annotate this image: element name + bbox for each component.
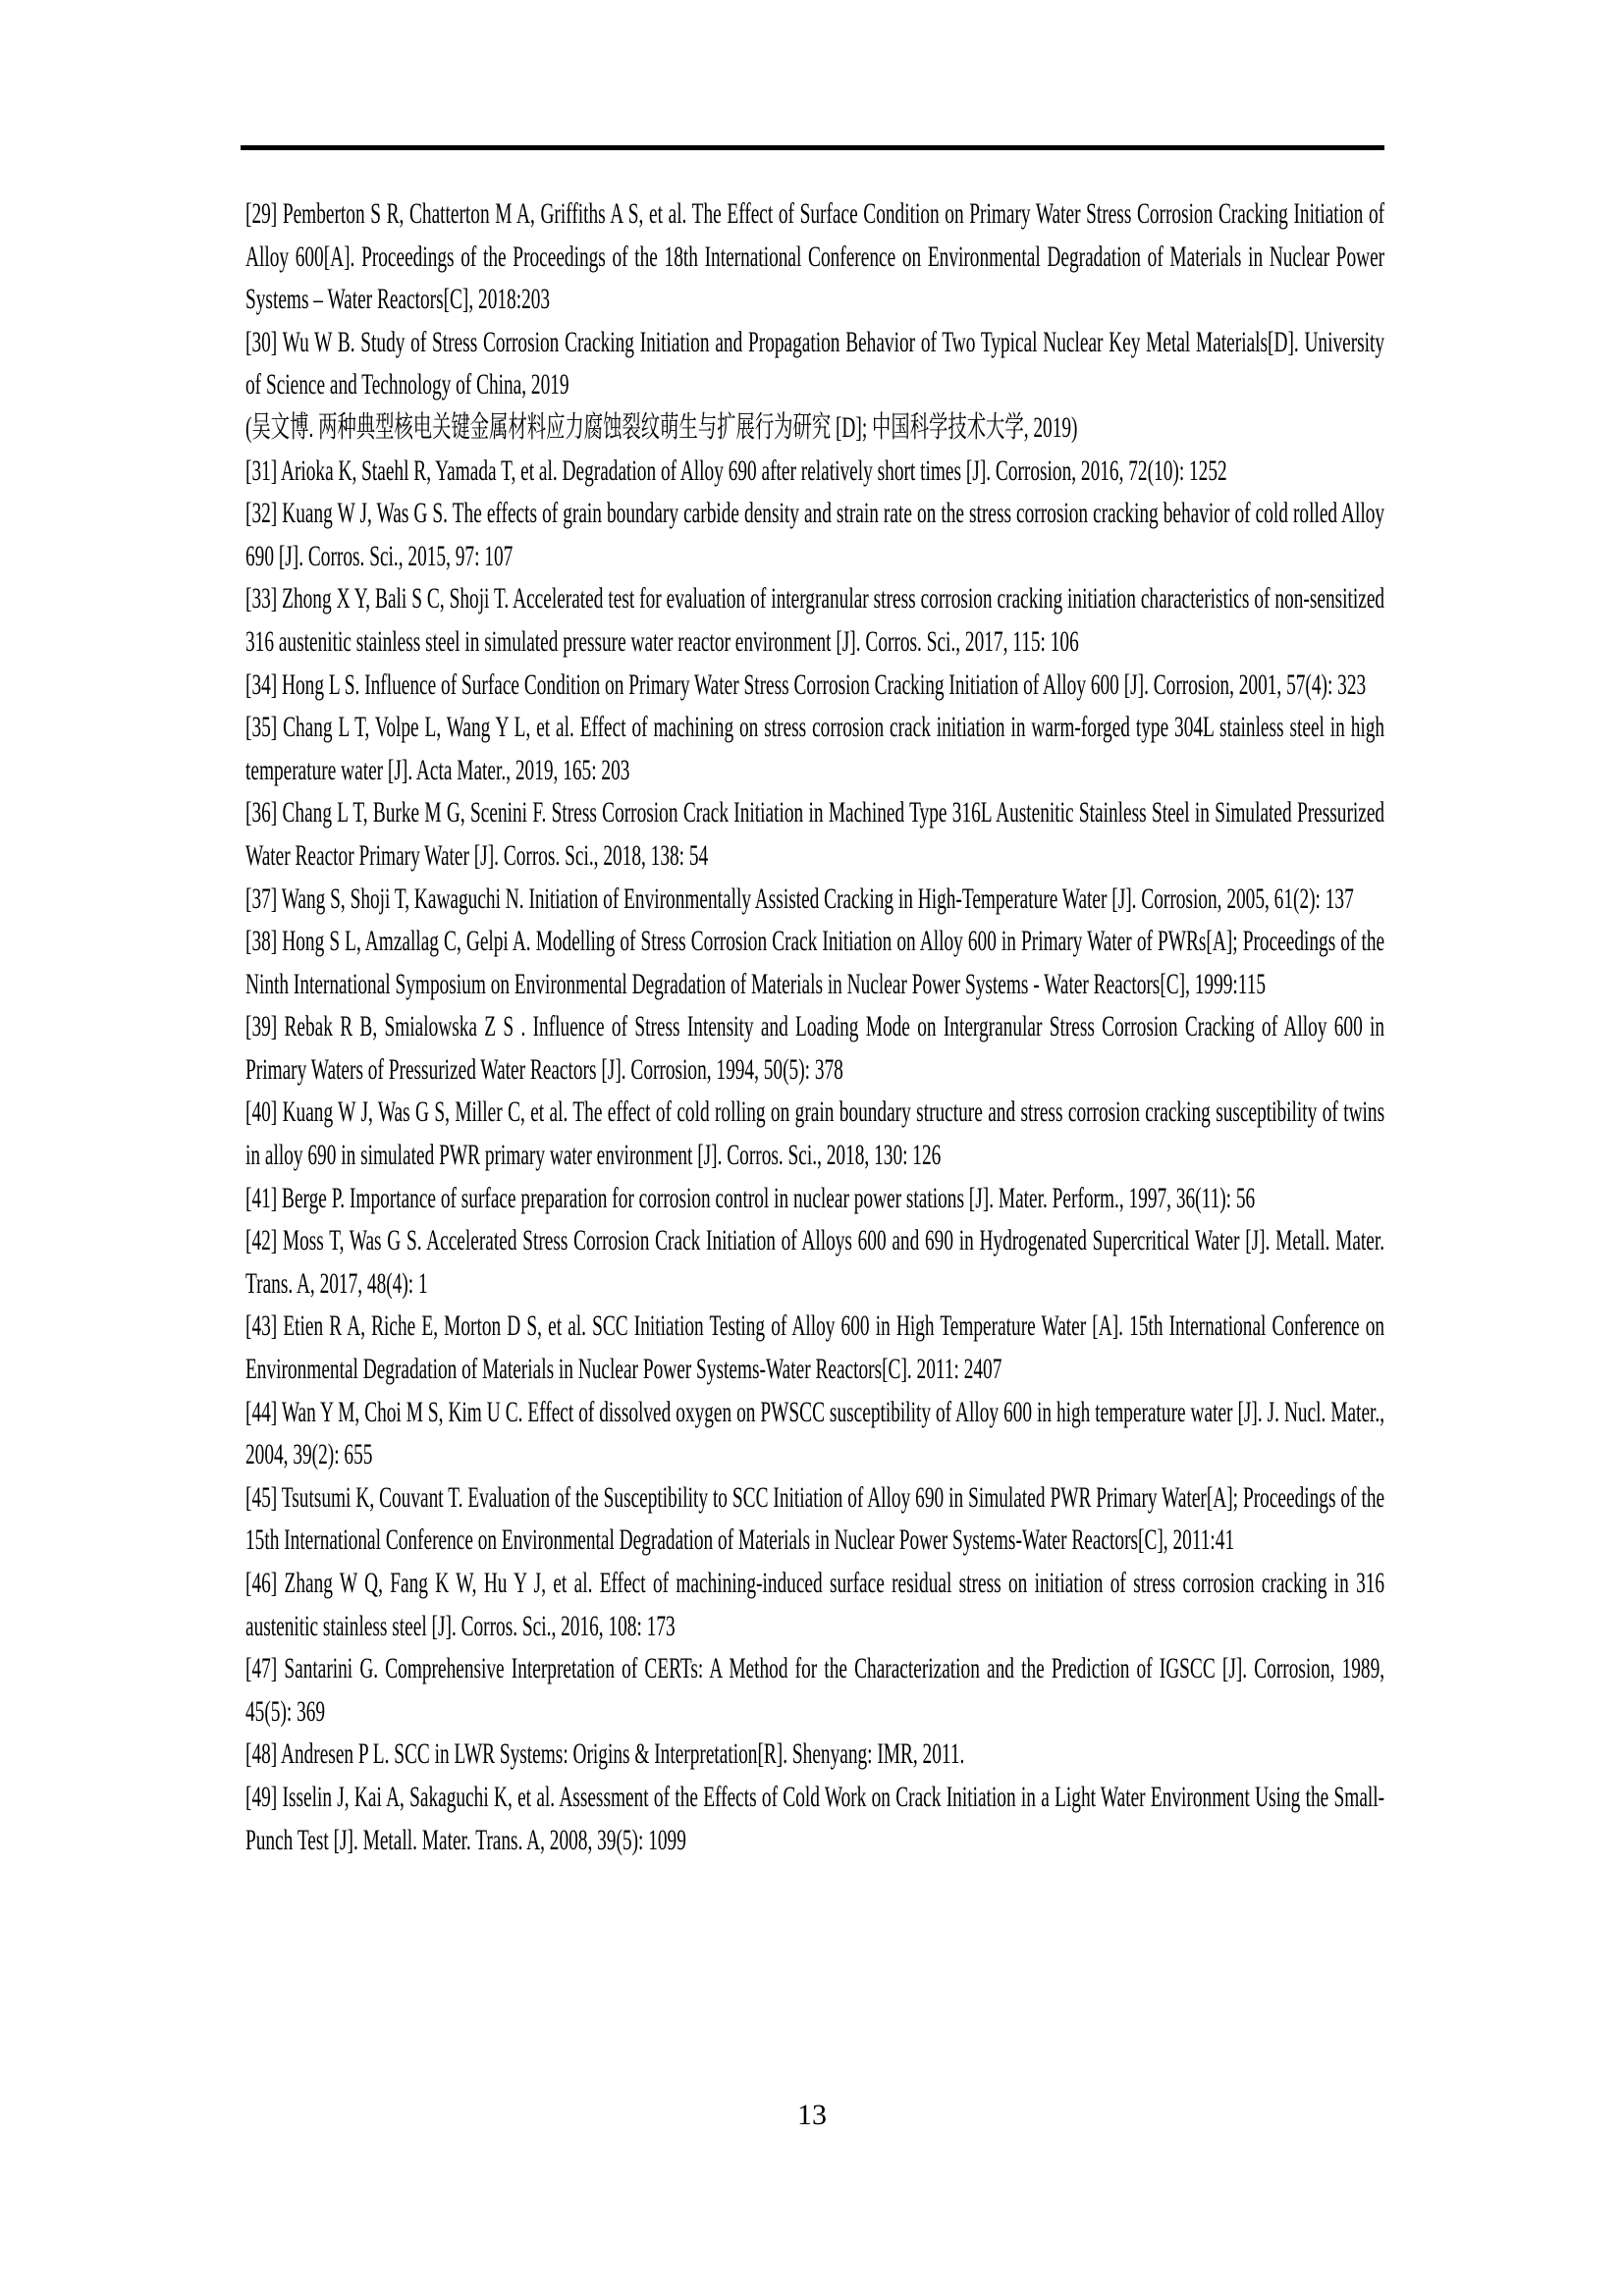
reference-item: [41] Berge P. Importance of surface preparation for corrosion control in nuclear power stations [J]. Mater. Perform., 1997, 36(11): 56: [245, 1181, 1256, 1214]
reference-item: [43] Etien R A, Riche E, Morton D S, et al. SCC Initiation Testing of Alloy 600 in High Temperature Water [A]. 15th International Conference on Environmental Degradation of Materials in Nuclear Power Systems-Water Reactors[C]. 2011: 2407: [245, 1309, 1385, 1386]
reference-item: [32] Kuang W J, Was G S. The effects of grain boundary carbide density and strain rate on the stress corrosion cracking behavior of cold rolled Alloy 690 [J]. Corros. Sci., 2015, 97: 107: [245, 497, 1385, 572]
reference-item: [34] Hong L S. Influence of Surface Condition on Primary Water Stress Corrosion Cracking Initiation of Alloy 600 [J]. Corrosion, 2001, 57(4): 323: [245, 667, 1367, 701]
reference-item: [31] Arioka K, Staehl R, Yamada T, et al. Degradation of Alloy 690 after relatively short times [J]. Corrosion, 2016, 72(10): 1252: [245, 454, 1227, 487]
reference-item: [33] Zhong X Y, Bali S C, Shoji T. Accelerated test for evaluation of intergranular stress corrosion cracking initiation characteristics of non-sensitized 316 austenitic stainless steel in simulated pressure water reactor environment [J]. Corros. Sci., 2017, 115: 106: [245, 582, 1385, 658]
reference-item: [30] Wu W B. Study of Stress Corrosion Cracking Initiation and Propagation Behavior of Two Typical Nuclear Key Metal Materials[D]. University of Science and Technology of China, 2019: [245, 325, 1385, 401]
reference-item: [29] Pemberton S R, Chatterton M A, Griffiths A S, et al. The Effect of Surface Condition on Primary Water Stress Corrosion Cracking Initiation of Alloy 600[A]. Proceedings of the Proceedings of the 18th International Conference on Environmental Degradation of Materials in Nuclear Power Systems – Water Reactors[C], 2018:203: [245, 197, 1385, 316]
header-rule: [241, 145, 1384, 150]
reference-item: [45] Tsutsumi K, Couvant T. Evaluation of the Susceptibility to SCC Initiation of Alloy 690 in Simulated PWR Primary Water[A]; Proceedings of the 15th International Conference on Environmental Degradation of Materials in Nuclear Power Systems-Water Reactors[C], 2011:41: [245, 1480, 1385, 1557]
reference-item: [48] Andresen P L. SCC in LWR Systems: Origins & Interpretation[R]. Shenyang: IMR, 2011.: [245, 1737, 965, 1771]
reference-item: [35] Chang L T, Volpe L, Wang Y L, et al. Effect of machining on stress corrosion crack initiation in warm-forged type 304L stainless steel in high temperature water [J]. Acta Mater., 2019, 165: 203: [245, 711, 1385, 786]
reference-item: [46] Zhang W Q, Fang K W, Hu Y J, et al. Effect of machining-induced surface residual stress on initiation of stress corrosion cracking in 316 austenitic stainless steel [J]. Corros. Sci., 2016, 108: 173: [245, 1567, 1385, 1642]
page-number: 13: [797, 2099, 827, 2131]
page-footer: [0, 2099, 1624, 2132]
reference-item: [36] Chang L T, Burke M G, Scenini F. Stress Corrosion Crack Initiation in Machined Type 316L Austenitic Stainless Steel in Simulated Pressurized Water Reactor Primary Water [J]. Corros. Sci., 2018, 138: 54: [245, 796, 1385, 872]
reference-item: [44] Wan Y M, Choi M S, Kim U C. Effect of dissolved oxygen on PWSCC susceptibility of Alloy 600 in high temperature water [J]. J. Nucl. Mater., 2004, 39(2): 655: [245, 1395, 1385, 1471]
reference-item: [38] Hong S L, Amzallag C, Gelpi A. Modelling of Stress Corrosion Crack Initiation on Alloy 600 in Primary Water of PWRs[A]; Proceedings of the Ninth International Symposium on Environmental Degradation of Materials in Nuclear Power Systems - Water Reactors[C], 1999:115: [245, 925, 1385, 1000]
reference-item: [49] Isselin J, Kai A, Sakaguchi K, et al. Assessment of the Effects of Cold Work on Crack Initiation in a Light Water Environment Using the Small-Punch Test [J]. Metall. Mater. Trans. A, 2008, 39(5): 1099: [245, 1780, 1385, 1856]
reference-item: [47] Santarini G. Comprehensive Interpretation of CERTs: A Method for the Characterization and the Prediction of IGSCC [J]. Corrosion, 1989, 45(5): 369: [245, 1652, 1385, 1728]
reference-item: [40] Kuang W J, Was G S, Miller C, et al. The effect of cold rolling on grain boundary structure and stress corrosion cracking susceptibility of twins in alloy 690 in simulated PWR primary water environment [J]. Corros. Sci., 2018, 130: 126: [245, 1095, 1385, 1172]
references-list: [245, 192, 1384, 1861]
reference-note-chinese: (吴文博. 两种典型核电关键金属材料应力腐蚀裂纹萌生与扩展行为研究 [D]; 中国科学技术大学, 2019): [245, 410, 1078, 444]
reference-item: [37] Wang S, Shoji T, Kawaguchi N. Initiation of Environmentally Assisted Cracking in High-Temperature Water [J]. Corrosion, 2005, 61(2): 137: [245, 881, 1354, 915]
reference-item: [39] Rebak R B, Smialowska Z S . Influence of Stress Intensity and Loading Mode on Intergranular Stress Corrosion Cracking of Alloy 600 in Primary Waters of Pressurized Water Reactors [J]. Corrosion, 1994, 50(5): 378: [245, 1010, 1385, 1086]
reference-item: [42] Moss T, Was G S. Accelerated Stress Corrosion Crack Initiation of Alloys 600 and 690 in Hydrogenated Supercritical Water [J]. Metall. Mater. Trans. A, 2017, 48(4): 1: [245, 1224, 1385, 1300]
